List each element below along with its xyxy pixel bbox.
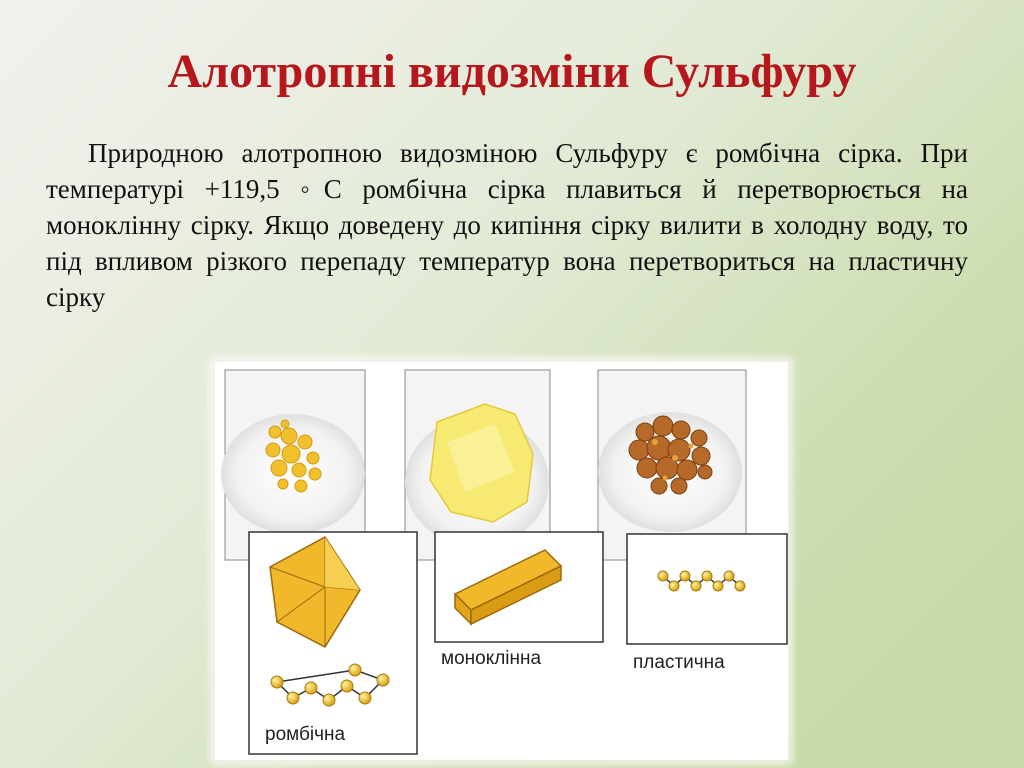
- caption-monoclinic: моноклінна: [441, 648, 542, 669]
- slide-title: Алотропні видозміни Сульфуру: [167, 45, 857, 98]
- caption-rhombic: ромбічна: [265, 724, 346, 745]
- body-paragraph: Природною алотропною видозміною Сульфуру є ромбічна сірка. При температурі +119,5 ◦С ромбічна сірка плавиться й перетворюється на моноклінну сірку. Якщо доведену до кипіння сірку вилити в холодну воду, то під впливом різкого перепаду температур вона перетвориться на пластичну сірку: [46, 138, 968, 312]
- figure-illustration: [215, 362, 788, 760]
- sulfur-allotropes-figure: [215, 362, 788, 760]
- diagram-monoclinic-crystal: [435, 532, 603, 642]
- caption-plastic: пластична: [633, 652, 725, 673]
- diagram-rhombic-crystal: [249, 532, 417, 754]
- photo-plastic-sulfur: [598, 370, 746, 560]
- diagram-plastic-chain: [627, 534, 787, 644]
